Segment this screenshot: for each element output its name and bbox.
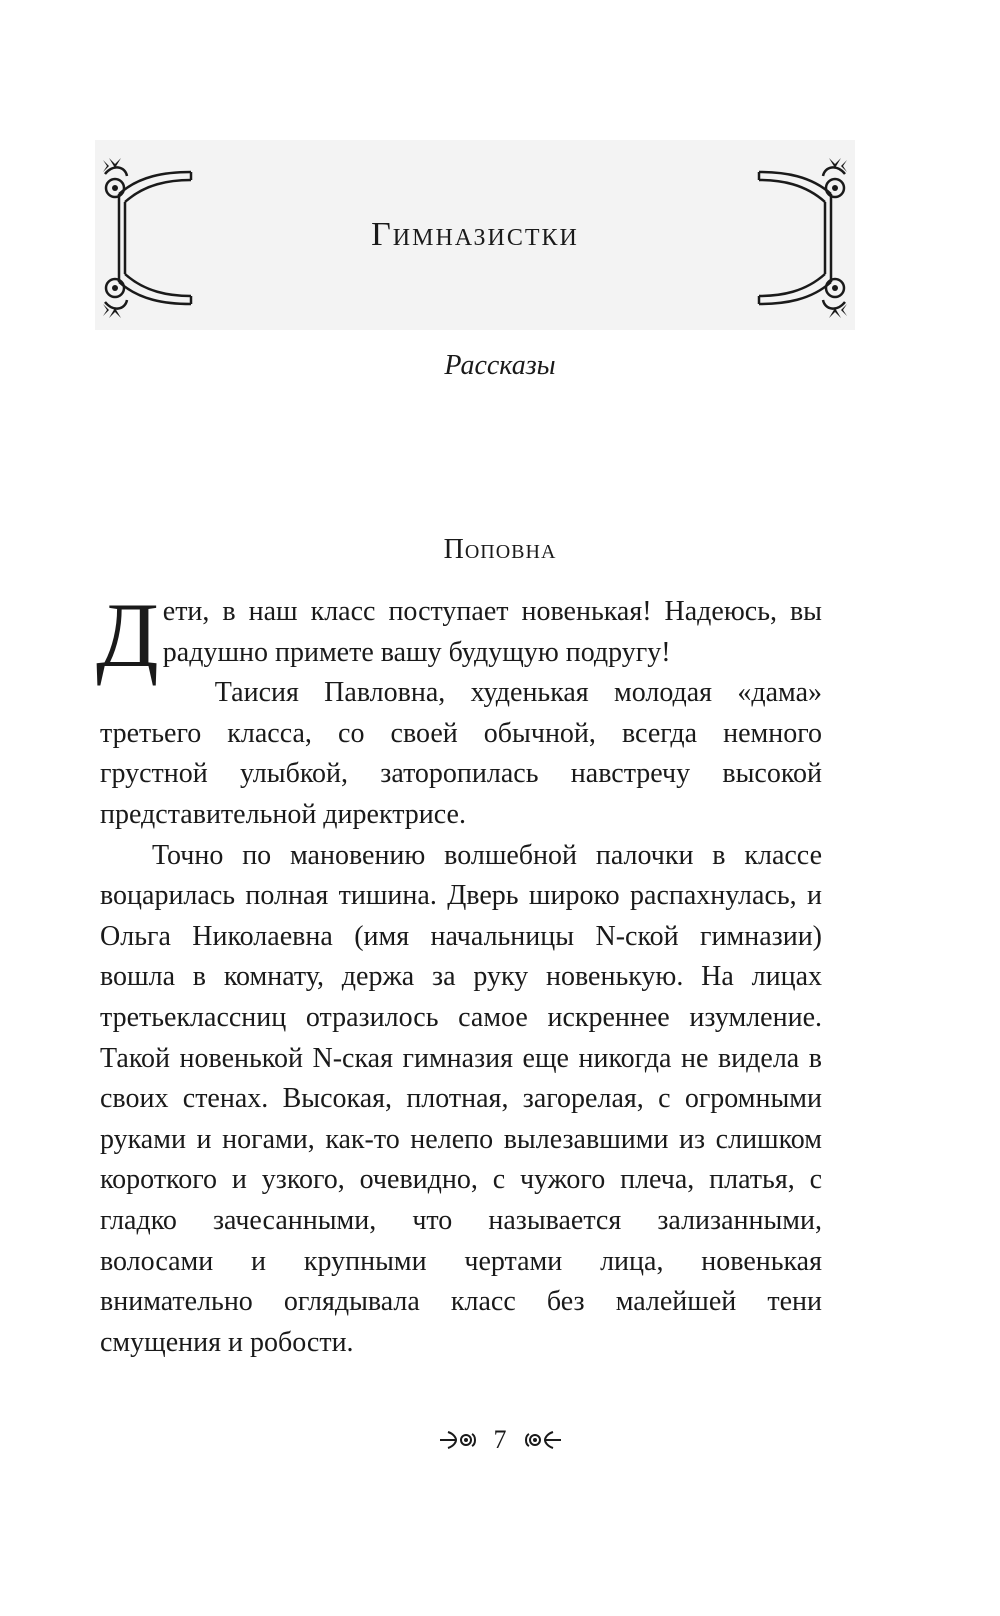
subtitle: Рассказы: [444, 350, 556, 381]
paragraph: Точно по мановению волшебной палочки в классе воцарилась полная тишина. Дверь широко распахнулась, и Ольга Николаевна (имя начальницы N-ской гимназии) вошла в комнату, держа за руку новенькую. На лицах третьеклассниц отразилось самое искреннее изумление. Такой новенькой N-ская гимназия еще никогда не видела в своих стенах. Высокая, плотная, загорелая, с огромными руками и ногами, как-то нелепо вылезавшими из слишком короткого и узкого, очевидно, с чужого плеча, платья, с гладко зачесанными, что называется зализанными, волосами и крупными чертами лица, новенькая внимательно оглядывала класс без малейшей тени смущения и робости.: [100, 839, 822, 1358]
fleuron-left-icon: [436, 1428, 480, 1452]
paragraph: Таисия Павловна, худенькая молодая «дама» третьего класса, со своей обычной, всегда немного грустной улыбкой, заторопилась навстречу высокой представительной директрисе.: [100, 677, 822, 830]
chapter-title-frame: [95, 140, 855, 330]
story-title: Поповна: [443, 534, 557, 565]
fleuron-right-icon: [521, 1428, 565, 1452]
chapter-title: Гимназистки: [371, 216, 579, 253]
page-footer: [0, 1420, 1000, 1460]
paragraph: [96, 584, 822, 686]
page-number: 7: [493, 1425, 507, 1454]
drop-cap: Д: [96, 584, 159, 686]
paragraph-text: ети, в наш класс поступает новенькая! Надеюсь, вы радушно примете вашу будущую подругу!: [162, 596, 822, 668]
story-body: [96, 584, 822, 1363]
